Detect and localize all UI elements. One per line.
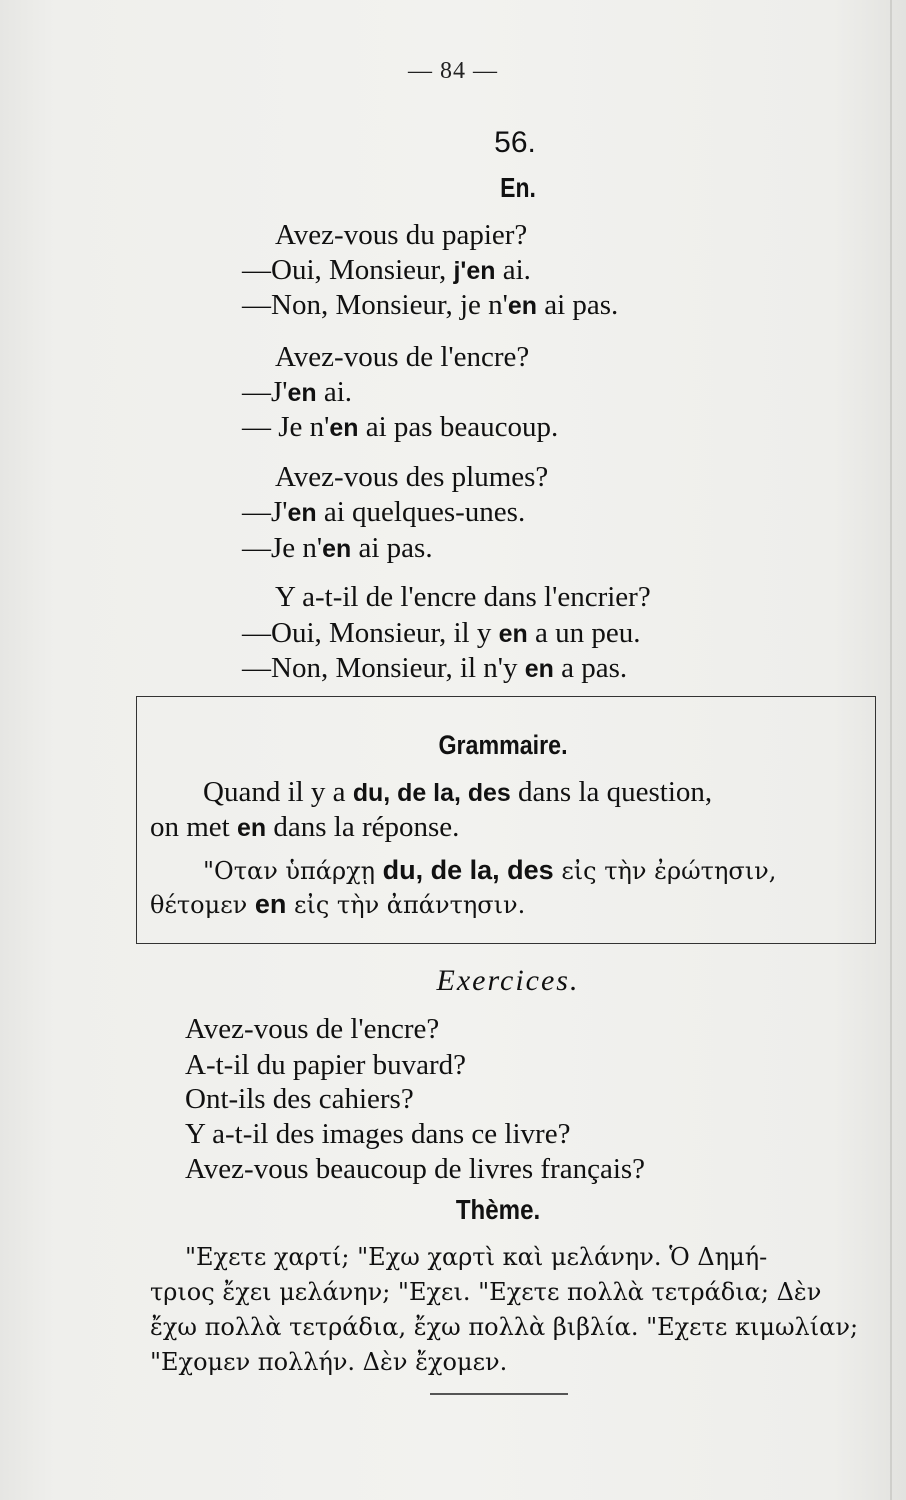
dialogue-question: Avez-vous du papier?	[275, 219, 528, 251]
dialogue-answer: —Oui, Monsieur, j'en ai.	[242, 254, 531, 286]
exercise-item: Ont-ils des cahiers?	[185, 1083, 414, 1115]
grammar-rule-french-line1: Quand il y a du, de la, des dans la question,	[203, 776, 713, 808]
exercises-title: Exercices.	[436, 964, 580, 997]
theme-line: "Εχομεν πολλήν. Δὲν ἔχομεν.	[150, 1348, 508, 1376]
exercise-item: Avez-vous de l'encre?	[185, 1013, 440, 1045]
theme-title: Thème.	[455, 1194, 541, 1225]
exercise-item: Y a-t-il des images dans ce livre?	[185, 1118, 571, 1150]
lesson-number: 56.	[494, 126, 536, 159]
theme-line: "Εχετε χαρτί; "Εχω χαρτὶ καὶ μελάνην. Ὁ Δημή-	[185, 1243, 768, 1271]
dialogue-question: Y a-t-il de l'encre dans l'encrier?	[275, 581, 651, 613]
grammar-rule-greek-line1: "Οταν ὑπάρχῃ du, de la, des εἰς τὴν ἐρώτησιν,	[203, 855, 777, 885]
theme-line: τριος ἔχει μελάνην; "Εχει. "Εχετε πολλὰ τετράδια; Δὲν	[150, 1278, 822, 1306]
page-number: — 84 —	[408, 58, 498, 84]
theme-line: ἔχω πολλὰ τετράδια, ἔχω πολλὰ βιβλία. "Εχετε κιμωλίαν;	[150, 1313, 859, 1341]
lesson-title: En.	[500, 172, 536, 203]
bottom-rule	[430, 1393, 568, 1395]
dialogue-answer: —Je n'en ai pas.	[242, 532, 433, 564]
dialogue-answer: —J'en ai quelques-unes.	[242, 496, 526, 528]
grammar-rule-greek-line2: θέτομεν en εἰς τὴν ἀπάντησιν.	[150, 889, 526, 919]
dialogue-answer: —Oui, Monsieur, il y en a un peu.	[242, 617, 641, 649]
exercise-item: Avez-vous beaucoup de livres français?	[185, 1153, 646, 1185]
dialogue-question: Avez-vous des plumes?	[275, 461, 549, 493]
dialogue-answer: — Je n'en ai pas beaucoup.	[242, 411, 559, 443]
dialogue-answer: —Non, Monsieur, je n'en ai pas.	[242, 289, 619, 321]
dialogue-question: Avez-vous de l'encre?	[275, 341, 530, 373]
dialogue-answer: —J'en ai.	[242, 376, 353, 408]
grammar-title: Grammaire.	[438, 730, 568, 760]
exercise-item: A-t-il du papier buvard?	[185, 1049, 467, 1081]
dialogue-answer: —Non, Monsieur, il n'y en a pas.	[242, 652, 628, 684]
grammar-rule-french-line2: on met en dans la réponse.	[150, 811, 460, 843]
